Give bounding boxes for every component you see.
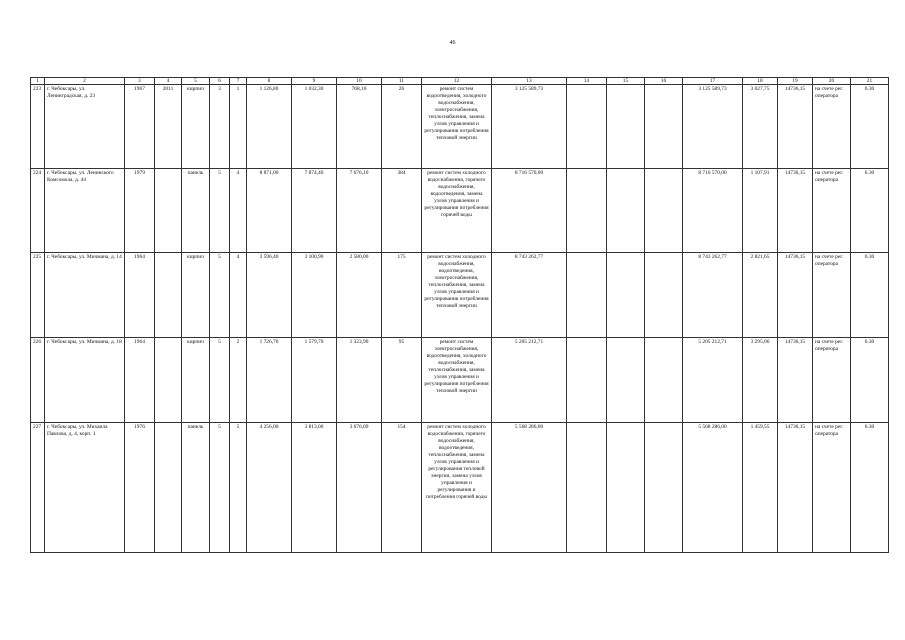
entrances-cell: 2	[230, 338, 247, 423]
works-cell: ремонт систем холодного водоснабжения, горячего водоснабжения, водоотведения, теплоснабжения, замена узлов управления и регулирования тепловой энергии, замена узлов управления и регулирования и потребления горячей воды	[422, 423, 492, 553]
column-number: 4	[155, 78, 182, 85]
empty-cell	[645, 423, 683, 553]
column-number: 2	[45, 78, 125, 85]
entrances-cell: 1	[230, 85, 247, 169]
total-area-cell: 4 256,00	[247, 423, 292, 553]
private-area-cell: 7 676,10	[337, 169, 382, 253]
table-row	[31, 423, 889, 553]
empty-cell	[567, 169, 607, 253]
total-area-cell: 1 126,80	[247, 85, 292, 169]
column-number: 15	[607, 78, 645, 85]
row-number: 225	[31, 253, 45, 338]
wall-material-cell: панель	[182, 169, 210, 253]
column-number: 12	[422, 78, 492, 85]
fund-method-cell: на счете рег. оператора	[813, 85, 851, 169]
row-number: 227	[31, 423, 45, 553]
fund-method-cell: на счете рег. оператора	[813, 169, 851, 253]
column-number: 6	[210, 78, 230, 85]
total-area-cell: 8 871,00	[247, 169, 292, 253]
entrances-cell: 4	[230, 253, 247, 338]
table-row	[31, 253, 889, 338]
cost-total-cell: 8 716 570,00	[492, 169, 567, 253]
wall-material-cell: кирпич	[182, 253, 210, 338]
cost-per-m2-cell: 1 459,55	[743, 423, 778, 553]
table-row	[31, 85, 889, 169]
empty-cell	[567, 85, 607, 169]
limit-per-m2-cell: 14736,15	[778, 85, 813, 169]
deadline-cell: 6.30	[851, 253, 889, 338]
deadline-cell: 6.30	[851, 338, 889, 423]
column-number: 19	[778, 78, 813, 85]
limit-per-m2-cell: 14736,15	[778, 423, 813, 553]
deadline-cell: 6.30	[851, 423, 889, 553]
wall-material-cell: кирпич	[182, 85, 210, 169]
living-area-cell: 1 032,30	[292, 85, 337, 169]
empty-cell	[645, 85, 683, 169]
empty-cell	[567, 338, 607, 423]
wall-material-cell: кирпич	[182, 338, 210, 423]
fund-method-cell: на счете рег. оператора	[813, 338, 851, 423]
cost-other-cell: 5 205 212,71	[683, 338, 743, 423]
total-area-cell: 1 726,70	[247, 338, 292, 423]
row-number: 224	[31, 169, 45, 253]
table-row	[31, 338, 889, 423]
column-number: 17	[683, 78, 743, 85]
column-number: 20	[813, 78, 851, 85]
address-cell: г. Чебоксары, ул. Мичмана, д. 18	[45, 338, 125, 423]
address-cell: г. Чебоксары, ул. Михаила Павлова, д. 4, корп. 1	[45, 423, 125, 553]
column-number: 1	[31, 78, 45, 85]
column-number: 18	[743, 78, 778, 85]
cost-other-cell: 8 743 262,77	[683, 253, 743, 338]
year-built-cell: 1976	[125, 423, 155, 553]
private-area-cell: 2 580,00	[337, 253, 382, 338]
column-number-row	[31, 78, 889, 85]
living-area-cell: 3 813,00	[292, 423, 337, 553]
cost-total-cell: 5 205 212,71	[492, 338, 567, 423]
page-number: 46	[449, 40, 456, 46]
empty-cell	[567, 253, 607, 338]
year-built-cell: 1979	[125, 169, 155, 253]
empty-cell	[645, 253, 683, 338]
cost-other-cell: 8 716 570,00	[683, 169, 743, 253]
works-cell: ремонт систем водоотведения, холодного водоснабжения, электроснабжения, теплоснабжения, замена узлов управления и регулирования потребления тепловой энергии	[422, 85, 492, 169]
year-renovated-cell	[155, 338, 182, 423]
empty-cell	[607, 338, 645, 423]
column-number: 5	[182, 78, 210, 85]
residents-cell: 384	[382, 169, 422, 253]
row-number: 223	[31, 85, 45, 169]
deadline-cell: 6.30	[851, 85, 889, 169]
fund-method-cell: на счете рег. оператора	[813, 253, 851, 338]
private-area-cell: 1 323,90	[337, 338, 382, 423]
private-area-cell: 3 676,09	[337, 423, 382, 553]
cost-other-cell: 3 125 589,73	[683, 85, 743, 169]
residents-cell: 26	[382, 85, 422, 169]
empty-cell	[645, 169, 683, 253]
address-cell: г. Чебоксары, ул. Ленинского Комсомола, д. 44	[45, 169, 125, 253]
private-area-cell: 768,10	[337, 85, 382, 169]
deadline-cell: 6.30	[851, 169, 889, 253]
column-number: 7	[230, 78, 247, 85]
address-cell: г. Чебоксары, ул. Мичмана, д. 14	[45, 253, 125, 338]
total-area-cell: 3 596,40	[247, 253, 292, 338]
column-number: 16	[645, 78, 683, 85]
column-number: 13	[492, 78, 567, 85]
cost-per-m2-cell: 3 295,06	[743, 338, 778, 423]
limit-per-m2-cell: 14736,15	[778, 169, 813, 253]
column-number: 9	[292, 78, 337, 85]
column-number: 3	[125, 78, 155, 85]
year-renovated-cell	[155, 169, 182, 253]
floors-cell: 5	[210, 338, 230, 423]
cost-per-m2-cell: 1 107,91	[743, 169, 778, 253]
works-cell: ремонт систем холодного водоснабжения, водоотведения, электроснабжения, теплоснабжения, замена узлов управления и регулирования потребления тепловой энергии	[422, 253, 492, 338]
residents-cell: 175	[382, 253, 422, 338]
cost-total-cell: 3 125 589,73	[492, 85, 567, 169]
living-area-cell: 7 874,40	[292, 169, 337, 253]
empty-cell	[567, 423, 607, 553]
column-number: 11	[382, 78, 422, 85]
wall-material-cell: панель	[182, 423, 210, 553]
empty-cell	[607, 423, 645, 553]
year-built-cell: 1964	[125, 338, 155, 423]
works-cell: ремонт систем электроснабжения, водоотведения, холодного водоснабжения, теплоснабжения, замена узлов управления и регулирования потребления тепловой энергии	[422, 338, 492, 423]
residents-cell: 154	[382, 423, 422, 553]
row-number: 226	[31, 338, 45, 423]
address-cell: г. Чебоксары, ул. Ленинградская, д. 23	[45, 85, 125, 169]
empty-cell	[607, 253, 645, 338]
entrances-cell: 5	[230, 423, 247, 553]
cost-per-m2-cell: 2 821,65	[743, 253, 778, 338]
floors-cell: 5	[210, 423, 230, 553]
year-built-cell: 1964	[125, 253, 155, 338]
cost-per-m2-cell: 3 027,75	[743, 85, 778, 169]
limit-per-m2-cell: 14736,15	[778, 338, 813, 423]
limit-per-m2-cell: 14736,15	[778, 253, 813, 338]
cost-total-cell: 5 568 286,00	[492, 423, 567, 553]
housing-table	[30, 77, 889, 553]
year-renovated-cell	[155, 423, 182, 553]
cost-other-cell: 5 568 286,00	[683, 423, 743, 553]
year-built-cell: 1967	[125, 85, 155, 169]
floors-cell: 3	[210, 85, 230, 169]
year-renovated-cell: 2011	[155, 85, 182, 169]
empty-cell	[645, 338, 683, 423]
living-area-cell: 1 579,70	[292, 338, 337, 423]
empty-cell	[607, 85, 645, 169]
column-number: 21	[851, 78, 889, 85]
table-row	[31, 169, 889, 253]
floors-cell: 5	[210, 169, 230, 253]
works-cell: ремонт систем холодного водоснабжения, горячего водоснабжения, водоотведения, замена узлов управления и регулирования потребления горячей воды	[422, 169, 492, 253]
fund-method-cell: на счете рег. оператора	[813, 423, 851, 553]
living-area-cell: 3 100,90	[292, 253, 337, 338]
column-number: 14	[567, 78, 607, 85]
cost-total-cell: 8 743 262,77	[492, 253, 567, 338]
column-number: 10	[337, 78, 382, 85]
column-number: 8	[247, 78, 292, 85]
residents-cell: 95	[382, 338, 422, 423]
empty-cell	[607, 169, 645, 253]
entrances-cell: 4	[230, 169, 247, 253]
floors-cell: 5	[210, 253, 230, 338]
year-renovated-cell	[155, 253, 182, 338]
